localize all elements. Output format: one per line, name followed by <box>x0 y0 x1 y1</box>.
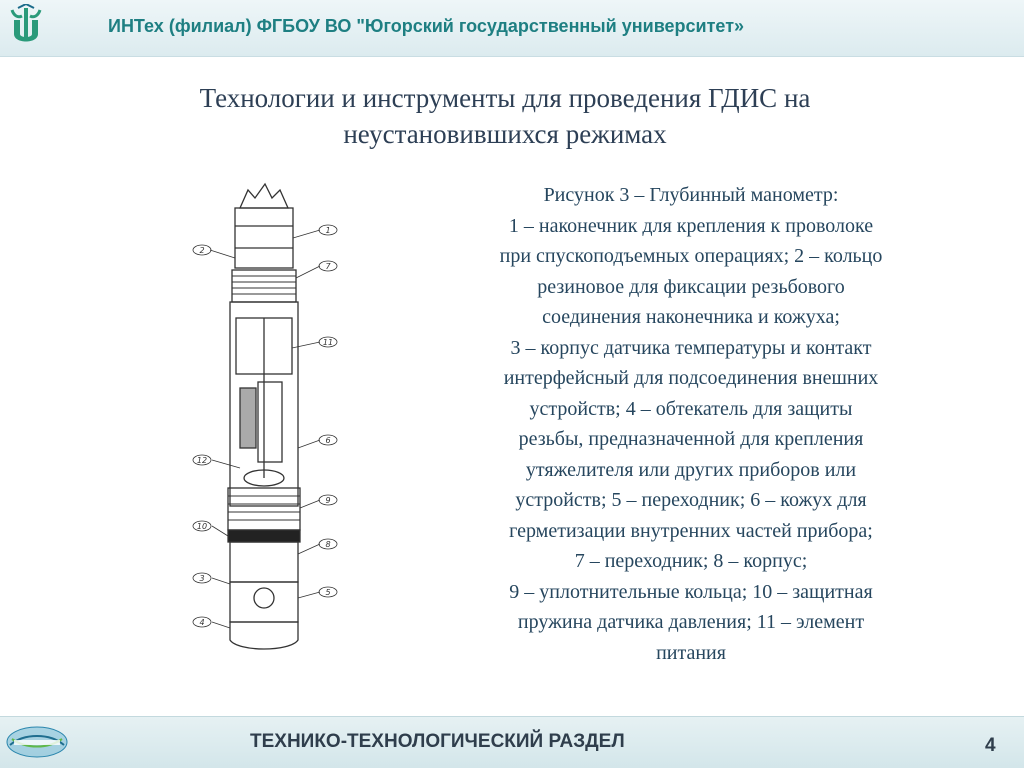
callout-label: 9 <box>325 496 331 505</box>
callout-label: 2 <box>199 246 205 255</box>
caption-line: Рисунок 3 – Глубинный манометр: <box>543 184 839 206</box>
callout-label: 4 <box>199 618 205 627</box>
callout-label: 11 <box>322 338 334 347</box>
caption-line: соединения наконечника и кожуха; <box>542 306 840 328</box>
caption-line: при спускоподъемных операциях; 2 – кольцо <box>499 245 883 267</box>
header-title: ИНТех (филиал) ФГБОУ ВО "Югорский государственный университет» <box>108 16 745 36</box>
page-number: 4 <box>985 735 996 756</box>
caption-line: питания <box>656 641 726 664</box>
callout-label: 8 <box>325 540 331 549</box>
slide-title-line-1: Технологии и инструменты для проведения ГДИС на <box>199 83 811 113</box>
slide-header <box>0 0 1024 57</box>
slide-title <box>60 80 950 152</box>
callout-label: 5 <box>325 588 331 597</box>
caption-line: утяжелителя или других приборов или <box>525 458 857 481</box>
institute-logo <box>4 725 70 759</box>
caption-line: устройств; 4 – обтекатель для защиты <box>529 397 853 420</box>
caption-line: 3 – корпус датчика температуры и контакт <box>510 336 872 359</box>
caption-line: резиновое для фиксации резьбового <box>537 275 845 298</box>
caption-line: пружина датчика давления; 11 – элемент <box>517 611 865 633</box>
figure-caption <box>432 180 950 668</box>
caption-line: 1 – наконечник для крепления к проволоке <box>508 214 874 237</box>
callout-label: 3 <box>199 574 205 583</box>
slide-footer <box>0 716 1024 768</box>
callout-label: 12 <box>196 456 208 465</box>
caption-line: интерфейсный для подсоединения внешних <box>503 367 879 389</box>
depth-manometer-diagram <box>180 178 350 668</box>
slide-title-line-2: неустановившихся режимах <box>343 119 667 149</box>
callout-label: 7 <box>325 262 331 271</box>
caption-line: устройств; 5 – переходник; 6 – кожух для <box>515 489 867 511</box>
caption-line: резьбы, предназначенной для крепления <box>518 428 864 450</box>
callout-label: 10 <box>196 522 208 531</box>
caption-line: герметизации внутренних частей прибора; <box>509 519 873 542</box>
section-title: ТЕХНИКО-ТЕХНОЛОГИЧЕСКИЙ РАЗДЕЛ <box>250 731 625 752</box>
callout-label: 6 <box>325 436 331 445</box>
caption-line: 9 – уплотнительные кольца; 10 – защитная <box>509 580 873 603</box>
callout-label: 1 <box>325 226 331 235</box>
university-logo <box>8 4 44 50</box>
caption-line: 7 – переходник; 8 – корпус; <box>574 550 808 572</box>
